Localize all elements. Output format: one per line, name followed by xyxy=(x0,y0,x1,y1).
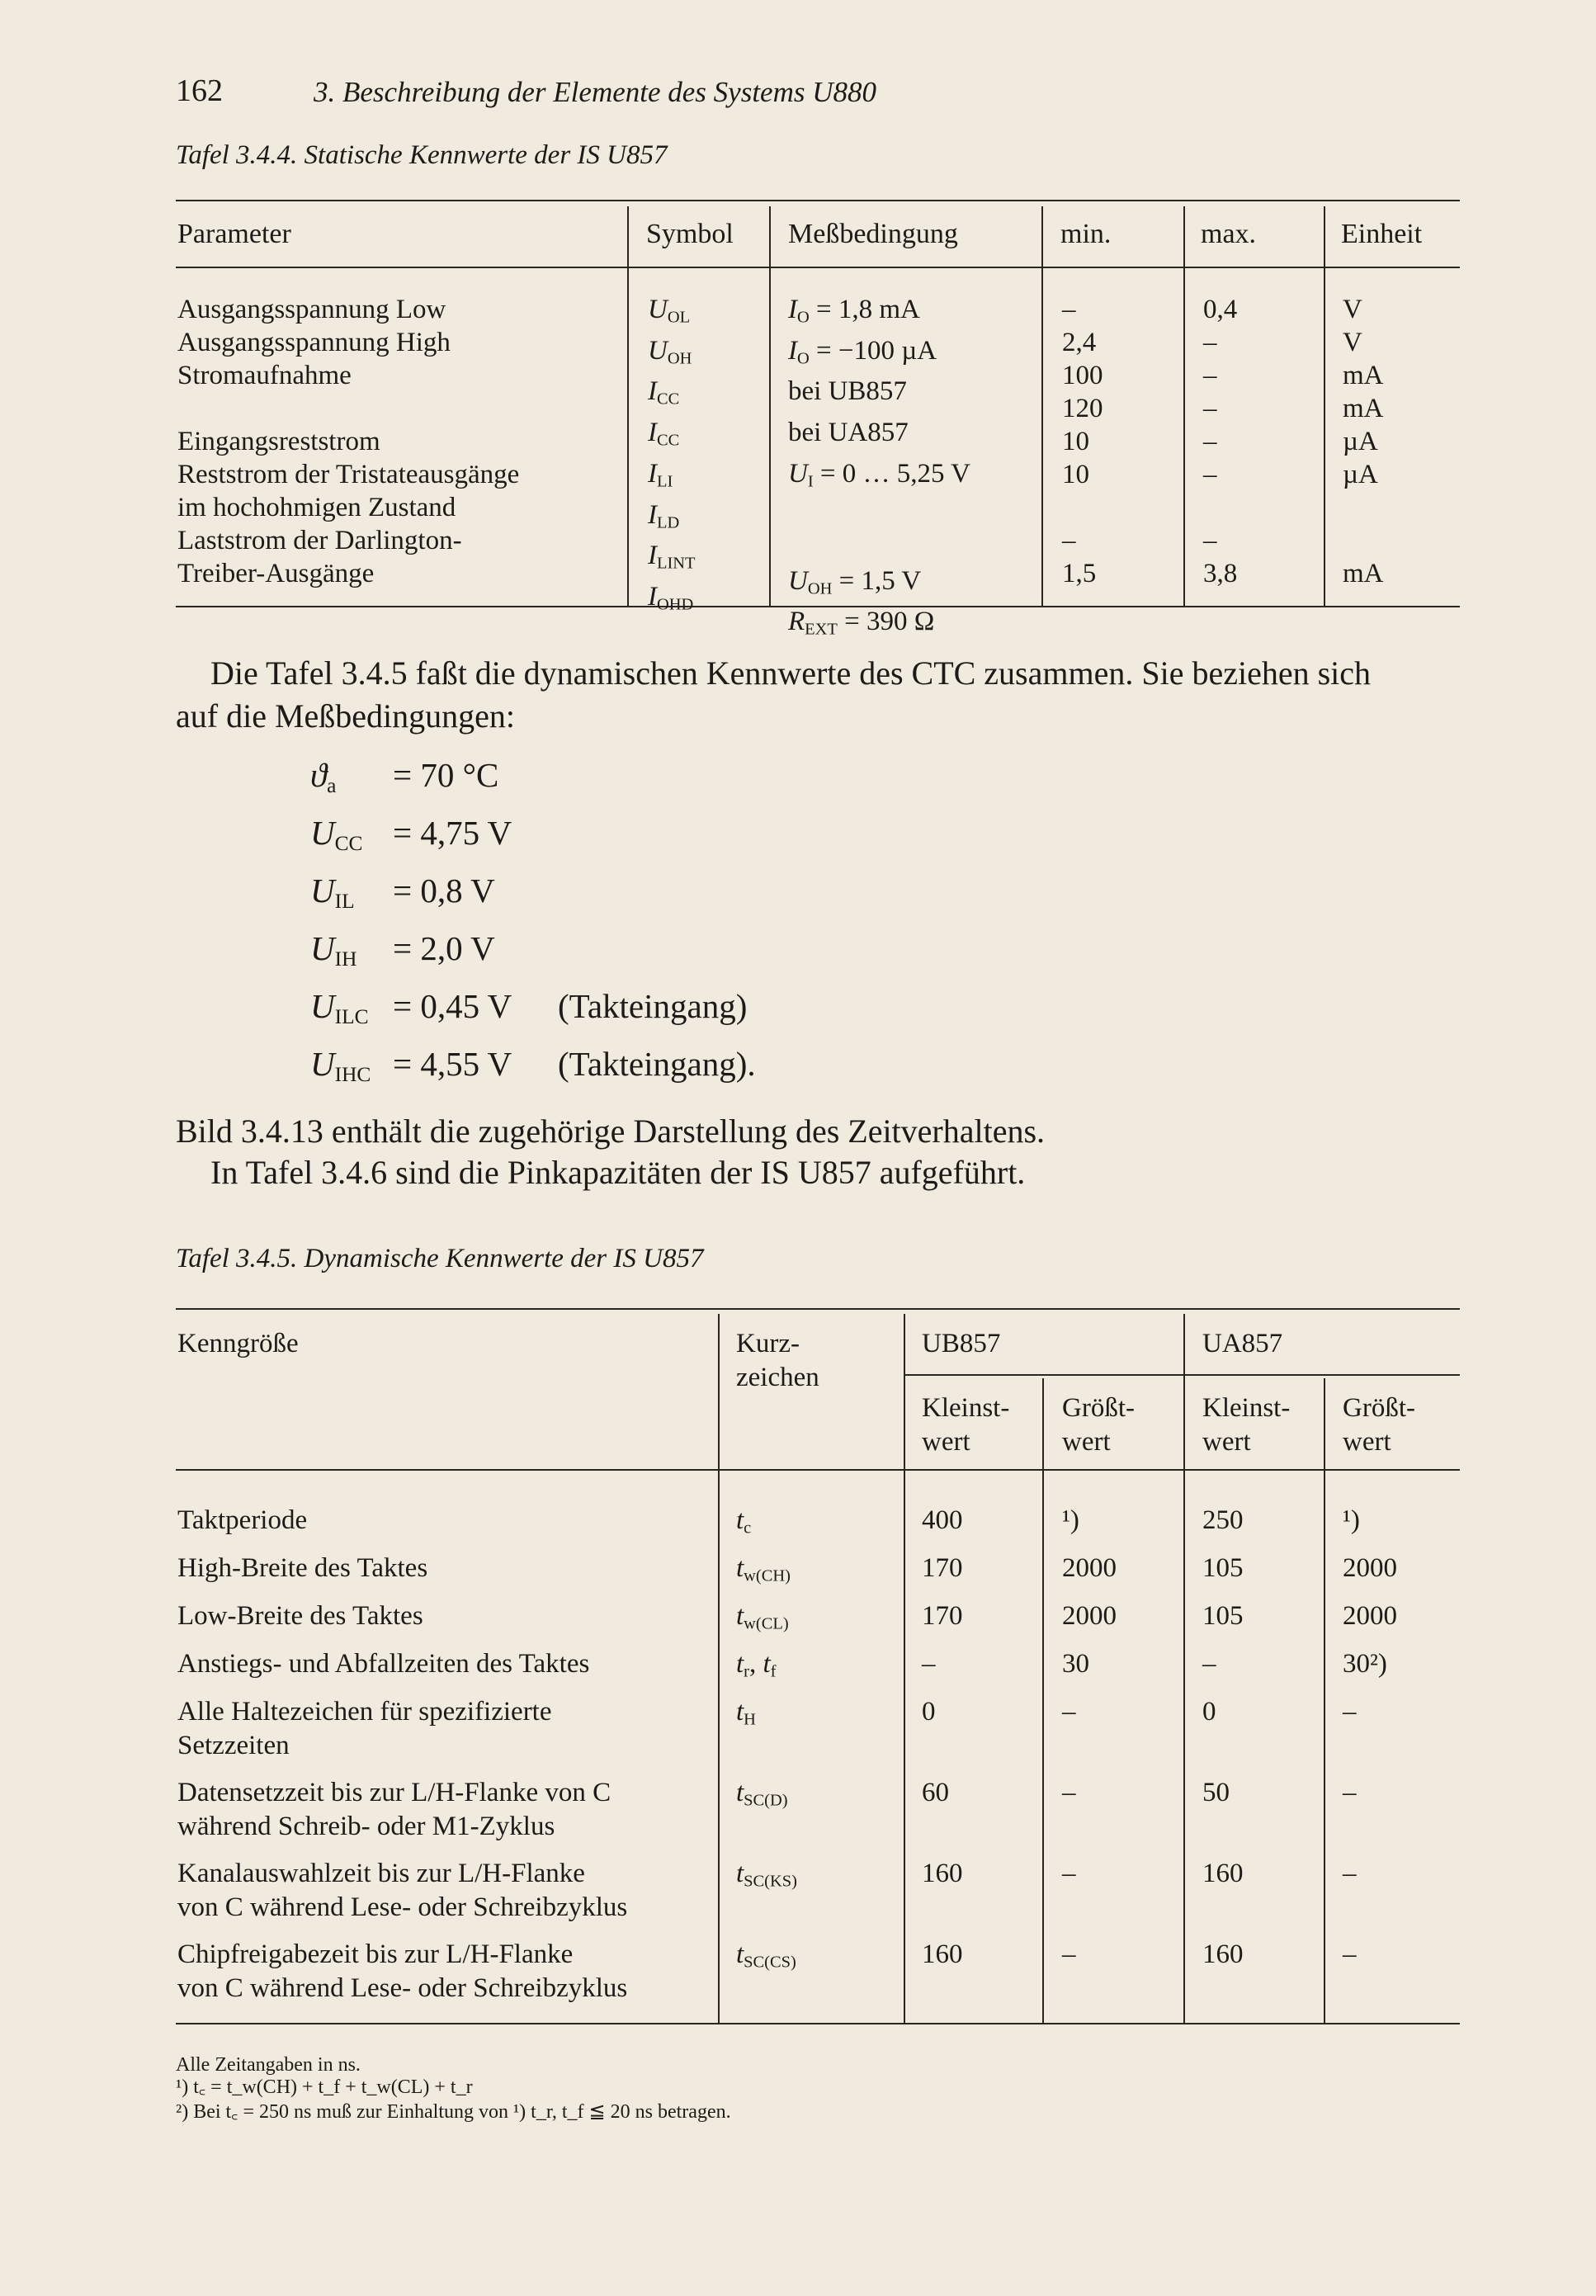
condition-row: $U_{IHC} = 4,55$ V (Takteingang). xyxy=(310,1045,756,1087)
page-number: 162 xyxy=(176,73,223,108)
table2-row-symbol: $t_{SC(CS)}$ xyxy=(736,1939,796,1972)
table2-row-label: Kanalauswahlzeit bis zur L/H-Flanke von C während Lese- oder Schreibzyklus xyxy=(177,1859,628,1922)
table1-condition xyxy=(788,498,970,531)
table2-ua-max: – xyxy=(1343,1939,1357,1969)
table1-cell: Ausgangsspannung High xyxy=(177,328,451,357)
table1-header-symbol: Symbol xyxy=(646,219,734,249)
table2-header-groesstwert: Größt- wert xyxy=(1062,1393,1135,1457)
table2-ua-min: 160 xyxy=(1202,1939,1244,1969)
table1-cell: mA xyxy=(1343,559,1384,588)
table2-row-symbol: $t_{SC(D)}$ xyxy=(736,1778,788,1810)
table2-ub-min: 400 xyxy=(922,1505,963,1535)
table2-row-symbol: $t_H$ xyxy=(736,1697,756,1729)
table1-condition: $I_O = -100$ µA xyxy=(788,335,937,368)
table2-ua-min: 105 xyxy=(1202,1553,1244,1583)
table1-cell: 10 xyxy=(1062,427,1089,456)
table1-header-max: max. xyxy=(1201,219,1257,249)
table1-top-rule xyxy=(176,200,1460,201)
table2-head-rule xyxy=(176,1469,1460,1471)
table1-header-min: min. xyxy=(1060,219,1112,249)
table1-cell: 100 xyxy=(1062,361,1103,390)
table1-cell: – xyxy=(1203,328,1217,357)
table1-min-column xyxy=(1062,293,1103,590)
table2-row-label: Alle Haltezeichen für spezifizierte Setzzeiten xyxy=(177,1697,552,1760)
table1-cell: 120 xyxy=(1062,394,1103,423)
table1-cell: Treiber-Ausgänge xyxy=(177,559,375,588)
table1-symbol: $I_{LI}$ xyxy=(648,458,673,491)
table1-cell: – xyxy=(1203,460,1217,489)
table1-cell xyxy=(1343,491,1384,524)
table2-header-kleinstwert: Kleinst- wert xyxy=(922,1393,1010,1457)
condition-row: $ϑ_a = 70$ °C xyxy=(310,756,499,798)
table2-row-symbol: $t_{SC(KS)}$ xyxy=(736,1859,797,1891)
table1-cell: 0,4 xyxy=(1203,295,1238,324)
table1-cell: Eingangsreststrom xyxy=(177,427,380,456)
table1-cell: V xyxy=(1343,328,1362,357)
table2-row-label: Taktperiode xyxy=(177,1505,308,1535)
table2-ua-min: 105 xyxy=(1202,1601,1244,1631)
table2-row-label: Datensetzzeit bis zur L/H-Flanke von C während Schreib- oder M1-Zyklus xyxy=(177,1778,611,1841)
condition-row: $U_{IL} = 0,8$ V xyxy=(310,872,495,914)
table1-head-rule xyxy=(176,267,1460,268)
table2-ub-max: – xyxy=(1062,1778,1076,1807)
table1-condition: $I_O = 1,8$ mA xyxy=(788,295,920,327)
table1-cell: – xyxy=(1203,526,1217,555)
table1-cell: Laststrom der Darlington- xyxy=(177,526,462,555)
table1-max-column xyxy=(1203,293,1237,590)
table2-divider xyxy=(1183,1314,1185,2023)
table2-header-kurzzeichen: Kurz- zeichen xyxy=(736,1329,819,1392)
table1-cell: Reststrom der Tristateausgänge xyxy=(177,460,520,489)
table2-row-symbol: $t_r$, $t_f$ xyxy=(736,1649,777,1681)
table2-row-symbol: $t_{w(CH)}$ xyxy=(736,1553,791,1585)
table2-divider xyxy=(904,1314,905,2023)
table2-row-label: Anstiegs- und Abfallzeiten des Taktes xyxy=(177,1649,590,1679)
table2-ua-max: ¹) xyxy=(1343,1505,1360,1535)
table1-cell xyxy=(1203,491,1237,524)
table1-symbol: $I_{OHD}$ xyxy=(648,582,694,614)
table2-ub-max: 2000 xyxy=(1062,1601,1117,1631)
table1-cell: 3,8 xyxy=(1203,559,1238,588)
table1-divider xyxy=(1183,206,1185,606)
table1-divider xyxy=(1041,206,1043,606)
paragraph-line: auf die Meßbedingungen: xyxy=(176,697,515,735)
condition-row: $U_{CC} = 4,75$ V xyxy=(310,814,512,856)
table2-ub-max: 2000 xyxy=(1062,1553,1117,1583)
table1-cell: – xyxy=(1062,295,1076,324)
table1-cell: µA xyxy=(1343,427,1378,456)
table1-condition: bei UB857 xyxy=(788,376,907,407)
table1-condition: bei UA857 xyxy=(788,418,909,448)
table2-caption: Tafel 3.4.5. Dynamische Kennwerte der IS U857 xyxy=(176,1244,704,1273)
table1-divider xyxy=(769,206,771,606)
condition-row: $U_{IH} = 2,0$ V xyxy=(310,929,495,971)
table1-condition: $R_{EXT} = 390$ Ω xyxy=(788,607,935,640)
table1-cell: – xyxy=(1203,427,1217,456)
table2-ub-min: 0 xyxy=(922,1697,936,1727)
table2-row-label: High-Breite des Taktes xyxy=(177,1553,428,1583)
table2-ub-min: 160 xyxy=(922,1939,963,1969)
table1-symbol: $I_{LINT}$ xyxy=(648,541,696,574)
table1-cell: µA xyxy=(1343,460,1378,489)
condition-row: $U_{ILC} = 0,45$ V (Takteingang) xyxy=(310,987,748,1029)
table2-divider xyxy=(1042,1378,1044,2023)
table1-parameter-column xyxy=(177,293,519,590)
table1-divider xyxy=(627,206,629,606)
table1-cell: V xyxy=(1343,295,1362,324)
table1-cell xyxy=(1343,524,1384,557)
table2-ub-max: – xyxy=(1062,1939,1076,1969)
table1-cell: – xyxy=(1203,394,1217,423)
table2-ua-min: 0 xyxy=(1202,1697,1216,1727)
table2-ua-max: 2000 xyxy=(1343,1553,1397,1583)
table1-cell: 2,4 xyxy=(1062,328,1097,357)
table1-header-condition: Meßbedingung xyxy=(788,219,958,249)
table1-caption: Tafel 3.4.4. Statische Kennwerte der IS U857 xyxy=(176,140,668,170)
table2-group-rule xyxy=(904,1374,1460,1376)
table2-header-groesstwert: Größt- wert xyxy=(1343,1393,1415,1457)
paragraph-line: Die Tafel 3.4.5 faßt die dynamischen Kennwerte des CTC zusammen. Sie beziehen sich xyxy=(210,654,1372,692)
table2-ua-min: 160 xyxy=(1202,1859,1244,1888)
table2-ua-max: – xyxy=(1343,1697,1357,1727)
table2-ua-min: 250 xyxy=(1202,1505,1244,1535)
table1-condition-column xyxy=(788,293,970,646)
table1-cell xyxy=(1062,491,1103,524)
table2-ua-min: – xyxy=(1202,1649,1216,1679)
table1-symbol: $I_{CC}$ xyxy=(648,376,680,409)
table1-cell xyxy=(177,392,519,425)
table1-cell: 1,5 xyxy=(1062,559,1097,588)
table2-bottom-rule xyxy=(176,2023,1460,2024)
table1-header-parameter: Parameter xyxy=(177,219,291,249)
table2-row-symbol: $t_{w(CL)}$ xyxy=(736,1601,789,1633)
table2-ub-max: ¹) xyxy=(1062,1505,1079,1535)
table2-ub-min: 170 xyxy=(922,1601,963,1631)
table2-ub-min: 60 xyxy=(922,1778,949,1807)
table2-top-rule xyxy=(176,1308,1460,1310)
table2-row-label: Low-Breite des Taktes xyxy=(177,1601,423,1631)
table1-condition: $U_I = 0$ … 5,25 V xyxy=(788,458,971,491)
table1-symbol-column xyxy=(648,293,696,621)
table1-unit-column xyxy=(1343,293,1384,590)
table2-ub-min: 170 xyxy=(922,1553,963,1583)
table1-symbol: $U_{OH}$ xyxy=(648,335,692,368)
table2-header-ub857: UB857 xyxy=(922,1329,1001,1358)
table2-ub-max: – xyxy=(1062,1859,1076,1888)
table2-header-kenngroesse: Kenngröße xyxy=(177,1329,299,1358)
table2-ub-max: 30 xyxy=(1062,1649,1089,1679)
table2-ua-max: – xyxy=(1343,1859,1357,1888)
footnote: ¹) t꜀ = t_w(CH) + t_f + t_w(CL) + t_r xyxy=(176,2076,473,2098)
table1-condition xyxy=(788,531,970,565)
table1-symbol: $I_{LD}$ xyxy=(648,499,680,532)
table2-ub-min: 160 xyxy=(922,1859,963,1888)
table1-cell: 10 xyxy=(1062,460,1089,489)
table2-divider xyxy=(1324,1378,1325,2023)
table2-header-kleinstwert: Kleinst- wert xyxy=(1202,1393,1291,1457)
table1-condition: $U_{OH} = 1,5$ V xyxy=(788,565,922,598)
table1-symbol: $I_{CC}$ xyxy=(648,418,680,450)
table2-row-label: Chipfreigabezeit bis zur L/H-Flanke von C während Lese- oder Schreibzyklus xyxy=(177,1939,628,2003)
table2-ub-min: – xyxy=(922,1649,936,1679)
table1-cell: mA xyxy=(1343,361,1384,390)
table1-symbol: $U_{OL}$ xyxy=(648,295,691,327)
running-header: 3. Beschreibung der Elemente des Systems U880 xyxy=(314,76,877,108)
table1-cell: Stromaufnahme xyxy=(177,361,352,390)
paragraph-line: Bild 3.4.13 enthält die zugehörige Darstellung des Zeitverhaltens. xyxy=(176,1113,1046,1150)
paragraph-line: In Tafel 3.4.6 sind die Pinkapazitäten der IS U857 aufgeführt. xyxy=(210,1154,1026,1191)
table1-header-unit: Einheit xyxy=(1341,219,1423,249)
table2-row-symbol: $t_c$ xyxy=(736,1505,752,1538)
table1-cell: Ausgangsspannung Low xyxy=(177,295,446,324)
table1-divider xyxy=(1324,206,1325,606)
table1-cell: mA xyxy=(1343,394,1384,423)
footnote: ²) Bei t꜀ = 250 ns muß zur Einhaltung von ¹) t_r, t_f ≦ 20 ns betragen. xyxy=(176,2101,731,2123)
table2-ua-max: 30²) xyxy=(1343,1649,1387,1679)
table1-cell: im hochohmigen Zustand xyxy=(177,493,456,522)
table2-divider xyxy=(718,1314,720,2023)
table2-header-ua857: UA857 xyxy=(1202,1329,1283,1358)
table2-ua-max: 2000 xyxy=(1343,1601,1397,1631)
table2-ub-max: – xyxy=(1062,1697,1076,1727)
table1-cell: – xyxy=(1062,526,1076,555)
table1-cell: – xyxy=(1203,361,1217,390)
footnote: Alle Zeitangaben in ns. xyxy=(176,2054,361,2076)
table2-ua-max: – xyxy=(1343,1778,1357,1807)
table2-ua-min: 50 xyxy=(1202,1778,1230,1807)
